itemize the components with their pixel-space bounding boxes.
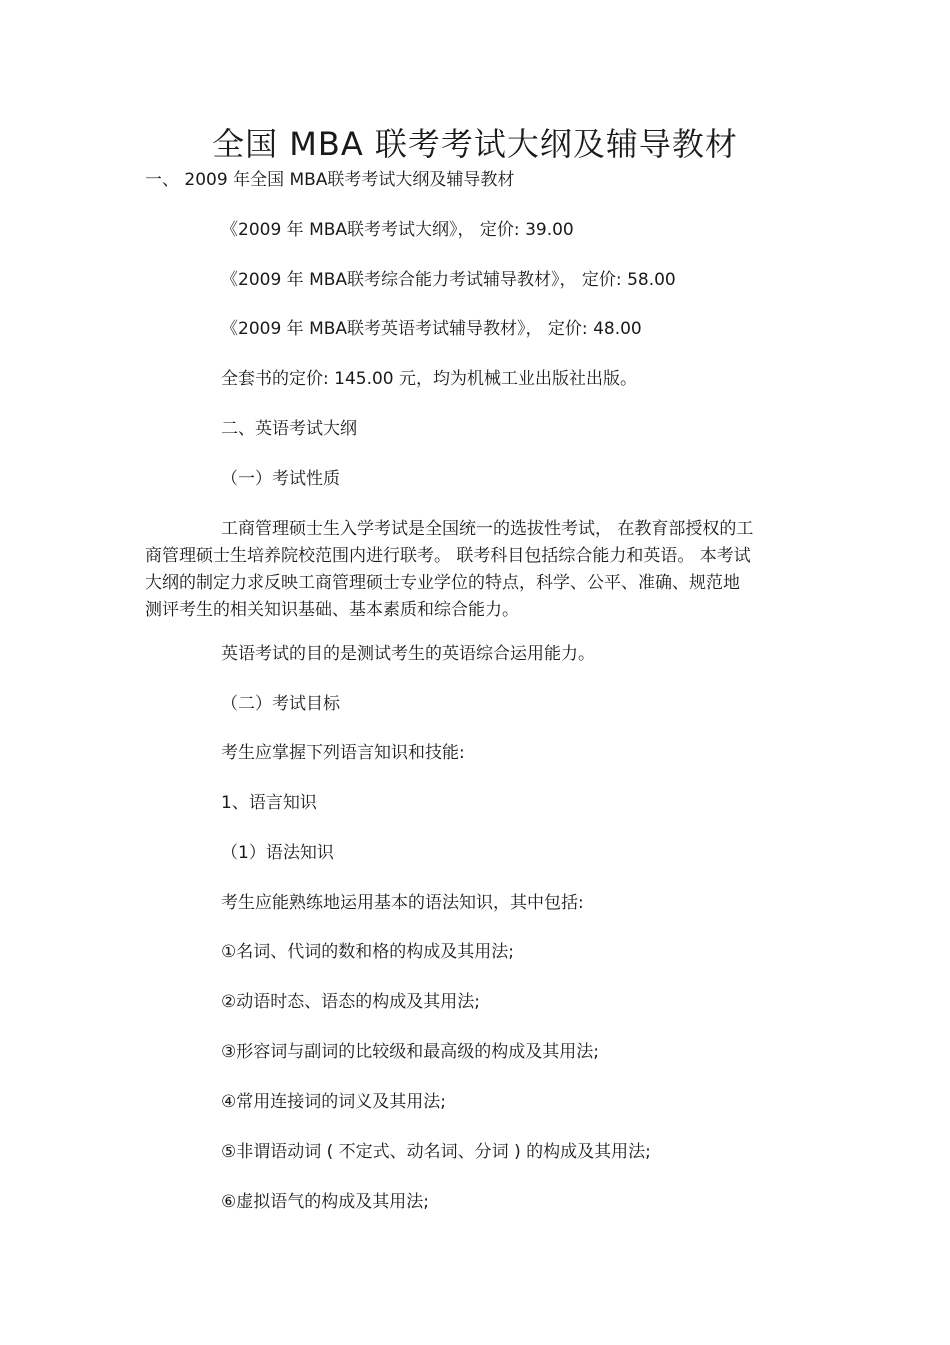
paragraph-line: 工商管理硕士生入学考试是全国统一的选拔性考试， 在教育部授权的工 <box>221 519 754 539</box>
subsection2-heading: （二）考试目标 <box>221 694 340 714</box>
grammar-item-4: ④常用连接词的词义及其用法; <box>221 1092 446 1112</box>
subsection1-heading: （一）考试性质 <box>221 469 340 489</box>
section2-heading: 二、英语考试大纲 <box>221 419 357 439</box>
item1-1-heading: （1）语法知识 <box>221 843 334 863</box>
paragraph-line: 商管理硕士生培养院校范围内进行联考。 联考科目包括综合能力和英语。 本考试 <box>145 546 751 566</box>
book-item-2: 《2009 年 MBA联考综合能力考试辅导教材》， 定价: 58.00 <box>221 270 676 290</box>
exam-purpose-line: 英语考试的目的是测试考生的英语综合运用能力。 <box>221 644 595 664</box>
book-item-1: 《2009 年 MBA联考考试大纲》， 定价: 39.00 <box>221 220 574 240</box>
document-title: 全国 MBA 联考考试大纲及辅导教材 <box>212 125 738 163</box>
grammar-item-5: ⑤非谓语动词 ( 不定式、动名词、分词 ) 的构成及其用法; <box>221 1142 651 1162</box>
total-price-line: 全套书的定价: 145.00 元，均为机械工业出版社出版。 <box>221 369 638 389</box>
grammar-item-3: ③形容词与副词的比较级和最高级的构成及其用法; <box>221 1042 599 1062</box>
paragraph-line: 大纲的制定力求反映工商管理硕士专业学位的特点，科学、公平、准确、规范地 <box>145 573 740 593</box>
book-item-3: 《2009 年 MBA联考英语考试辅导教材》， 定价: 48.00 <box>221 319 642 339</box>
exam-nature-paragraph <box>145 516 807 624</box>
paragraph-line: 测评考生的相关知识基础、基本素质和综合能力。 <box>145 600 519 620</box>
grammar-item-6: ⑥虚拟语气的构成及其用法; <box>221 1192 429 1212</box>
grammar-intro-line: 考生应能熟练地运用基本的语法知识，其中包括: <box>221 893 584 913</box>
item1-heading: 1、语言知识 <box>221 793 317 813</box>
grammar-item-2: ②动语时态、语态的构成及其用法; <box>221 992 480 1012</box>
section1-heading: 一、 2009 年全国 MBA联考考试大纲及辅导教材 <box>145 170 515 190</box>
goal-intro-line: 考生应掌握下列语言知识和技能: <box>221 743 465 763</box>
grammar-item-1: ①名词、代词的数和格的构成及其用法; <box>221 942 514 962</box>
